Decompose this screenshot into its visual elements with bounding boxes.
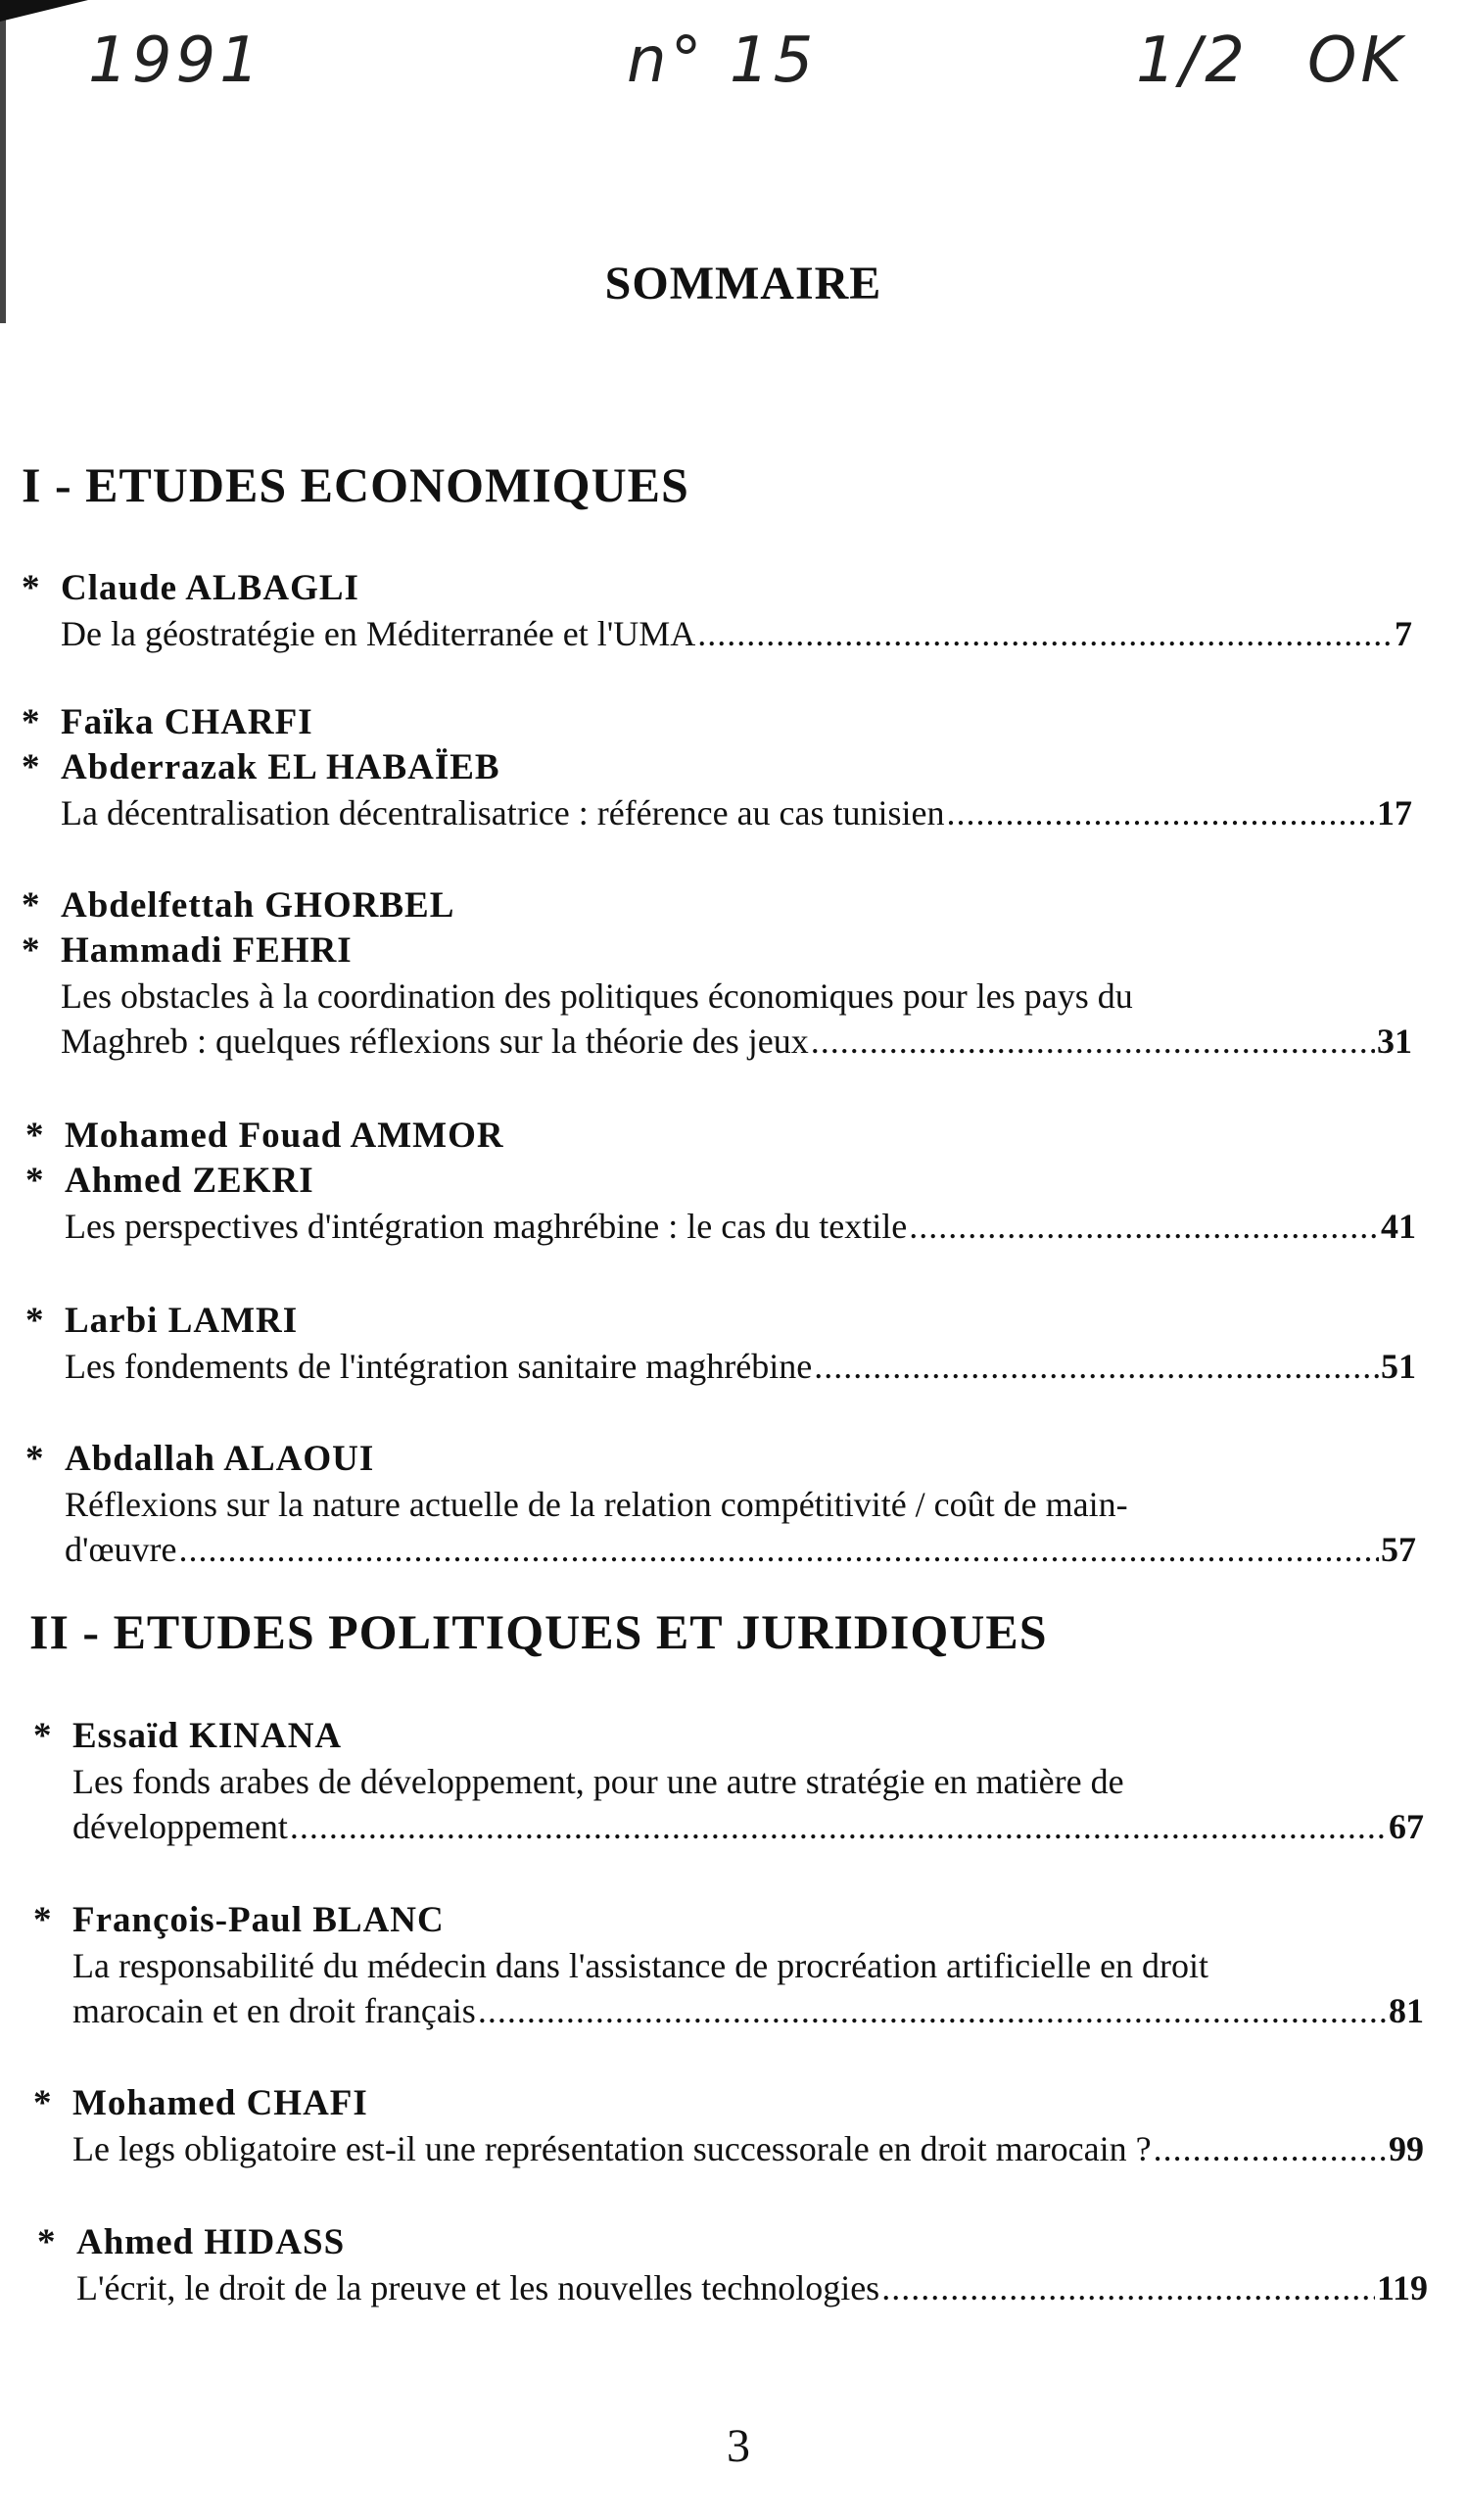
entry-title: L'écrit, le droit de la preuve et les nouvelles technologies: [76, 2268, 880, 2307]
entry-page: 7: [1395, 614, 1412, 653]
toc-leader-line: [33, 1988, 1424, 2033]
toc-leader-line: [37, 2265, 1428, 2310]
toc-leader-line: [25, 1527, 1416, 1572]
author-name: * Mohamed CHAFI: [33, 2083, 368, 2123]
entry-title-line: Réflexions sur la nature actuelle de la relation compétitivité / coût de main-: [65, 1485, 1128, 1524]
section-heading-economic: I - ETUDES ECONOMIQUES: [22, 457, 689, 512]
toc-leader-line: [33, 2126, 1424, 2171]
toc-entry: [33, 2081, 1424, 2171]
entry-title: La décentralisation décentralisatrice : référence au cas tunisien: [61, 793, 945, 832]
author-name: * Essaïd KINANA: [33, 1716, 343, 1756]
toc-leader-line: [22, 790, 1412, 835]
toc-leader-line: [25, 1204, 1416, 1249]
page-title: SOMMAIRE: [604, 258, 882, 309]
author-name: * Claude ALBAGLI: [22, 568, 359, 608]
entry-title: Maghreb : quelques réflexions sur la théorie des jeux: [61, 1022, 809, 1061]
author-name: * Ahmed HIDASS: [37, 2222, 346, 2262]
toc-entry: [25, 1114, 1416, 1249]
entry-title-line: Les fonds arabes de développement, pour une autre stratégie en matière de: [72, 1762, 1124, 1801]
author-name: * Abdallah ALAOUI: [25, 1439, 375, 1479]
entry-page: 67: [1389, 1807, 1424, 1846]
handwritten-fraction: 1/2: [1136, 24, 1249, 97]
handwritten-ok: OK: [1307, 24, 1406, 97]
toc-entry: [22, 883, 1412, 1064]
author-name: * Ahmed ZEKRI: [25, 1161, 314, 1201]
author-name: * Abderrazak EL HABAÏEB: [22, 747, 500, 787]
author-name: * Abdelfettah GHORBEL: [22, 885, 455, 926]
entry-page: 51: [1381, 1347, 1416, 1386]
toc-leader-line: [22, 611, 1412, 656]
handwritten-year: 1991: [88, 24, 263, 97]
author-name: * Faïka CHARFI: [22, 702, 313, 742]
entry-page: 17: [1377, 793, 1412, 832]
entry-title: De la géostratégie en Méditerranée et l'UMA: [61, 614, 696, 653]
toc-leader-line: [25, 1344, 1416, 1389]
toc-entry: [25, 1437, 1416, 1572]
entry-title-line: Les obstacles à la coordination des politiques économiques pour les pays du: [61, 976, 1133, 1016]
handwritten-number: n° 15: [627, 24, 818, 97]
entry-title: Les fondements de l'intégration sanitaire maghrébine: [65, 1347, 813, 1386]
section-heading-political: II - ETUDES POLITIQUES ET JURIDIQUES: [29, 1604, 1048, 1659]
author-name: * Mohamed Fouad AMMOR: [25, 1116, 504, 1156]
entry-page: 57: [1381, 1530, 1416, 1569]
entry-page: 99: [1389, 2129, 1424, 2168]
toc-entry: [33, 1714, 1424, 1849]
entry-page: 31: [1377, 1022, 1412, 1061]
entry-title-line: La responsabilité du médecin dans l'assistance de procréation artificielle en droit: [72, 1946, 1209, 1985]
entry-title: Le legs obligatoire est-il une représentation successorale en droit marocain ?: [72, 2129, 1152, 2168]
toc-entry: [22, 700, 1412, 835]
author-name: * François-Paul BLANC: [33, 1900, 445, 1940]
entry-title: marocain et en droit français: [72, 1991, 476, 2030]
toc-entry: [25, 1299, 1416, 1389]
entry-page: 119: [1376, 2268, 1428, 2307]
author-name: * Hammadi FEHRI: [22, 930, 353, 971]
page-number: 3: [727, 2420, 750, 2472]
toc-leader-line: [33, 1804, 1424, 1849]
toc-entry: [22, 566, 1412, 656]
toc-entry: [33, 1898, 1424, 2033]
entry-title: développement: [72, 1807, 288, 1846]
entry-page: 41: [1381, 1207, 1416, 1246]
toc-entry: [37, 2220, 1428, 2310]
author-name: * Larbi LAMRI: [25, 1301, 299, 1341]
toc-leader-line: [22, 1019, 1412, 1064]
entry-title: d'œuvre: [65, 1530, 177, 1569]
entry-page: 81: [1389, 1991, 1424, 2030]
entry-title: Les perspectives d'intégration maghrébine : le cas du textile: [65, 1207, 908, 1246]
